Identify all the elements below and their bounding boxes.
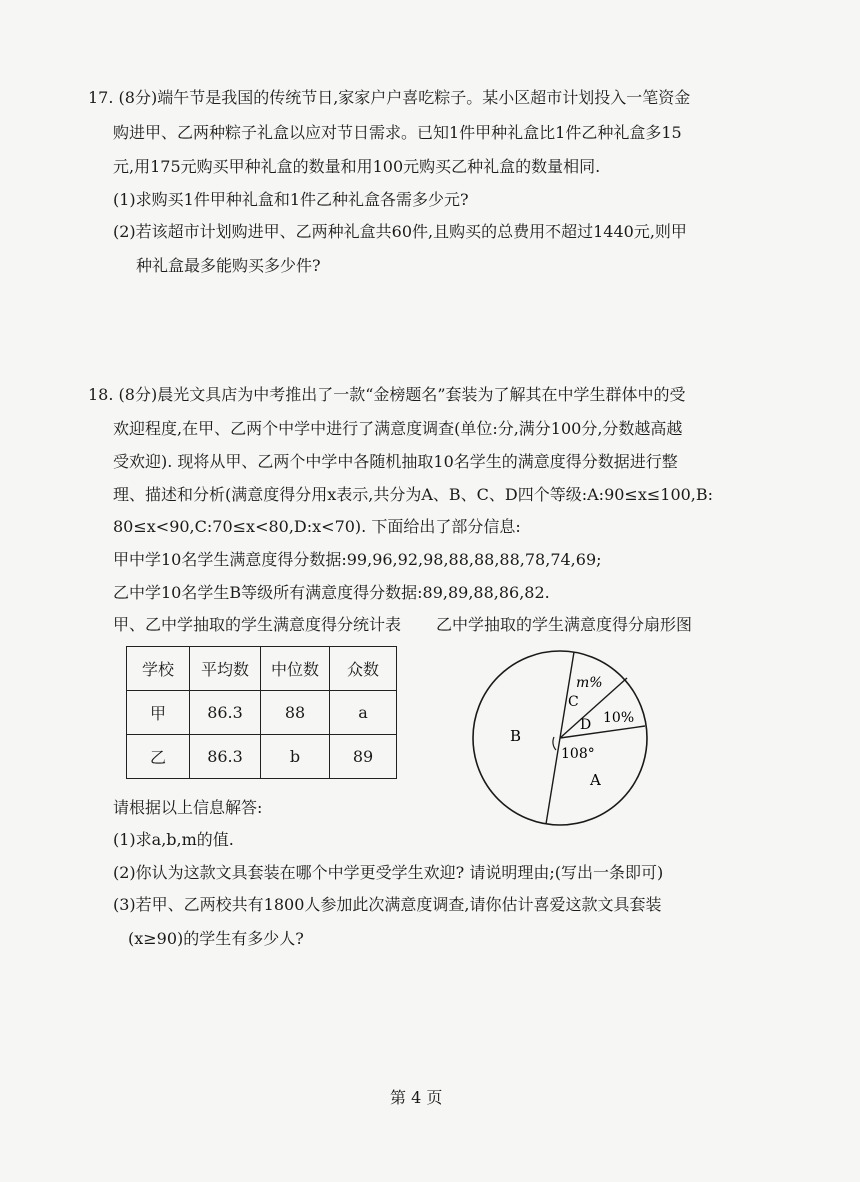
- q18-part-3: (3)若甲、乙两校共有1800人参加此次满意度调查,请你估计喜爱这款文具套装: [113, 895, 662, 914]
- cell-mean: 86.3: [190, 735, 261, 779]
- q18-line-5: 80≤x<90,C:70≤x<80,D:x<70). 下面给出了部分信息:: [113, 517, 521, 536]
- pie-label-b: B: [510, 727, 522, 745]
- cell-school: 甲: [127, 691, 190, 735]
- cell-median: b: [261, 735, 330, 779]
- q17-line-2: 购进甲、乙两种粽子礼盒以应对节日需求。已知1件甲种礼盒比1件乙种礼盒多15: [113, 123, 682, 142]
- header-school: 学校: [127, 647, 190, 691]
- table-header-row: [127, 647, 397, 691]
- q17-line-1: 17. (8分)端午节是我国的传统节日,家家户户喜吃粽子。某小区超市计划投入一笔资金: [88, 88, 691, 107]
- pie-label-c: C: [568, 694, 579, 710]
- pie-divider-bottom: [546, 738, 560, 824]
- pie-label-m: m%: [576, 675, 603, 691]
- cell-mode: a: [330, 691, 397, 735]
- angle-arc: [553, 737, 556, 750]
- q18-data-yi: 乙中学10名学生B等级所有满意度得分数据:89,89,88,86,82.: [113, 583, 550, 602]
- cell-mode: 89: [330, 735, 397, 779]
- cell-mean: 86.3: [190, 691, 261, 735]
- pie-label-a: A: [590, 771, 601, 789]
- pie-label-d-pct: 10%: [603, 710, 635, 726]
- q18-part-1: (1)求a,b,m的值.: [113, 830, 234, 849]
- q17-line-3: 元,用175元购买甲种礼盒的数量和用100元购买乙种礼盒的数量相同.: [113, 157, 601, 176]
- q18-part-2: (2)你认为这款文具套装在哪个中学更受学生欢迎? 请说明理由;(写出一条即可): [113, 863, 664, 882]
- q17-part-2-cont: 种礼盒最多能购买多少件?: [136, 256, 321, 275]
- header-median: 中位数: [261, 647, 330, 691]
- pie-caption: 乙中学抽取的学生满意度得分扇形图: [436, 615, 693, 634]
- pie-label-d: D: [580, 717, 592, 733]
- q18-part-3-cont: (x≥90)的学生有多少人?: [128, 929, 304, 948]
- table-row: [127, 691, 397, 735]
- answer-prompt: 请根据以上信息解答:: [113, 798, 263, 817]
- pie-divider-da: [560, 726, 645, 738]
- pie-chart: [470, 640, 670, 840]
- q17-part-2: (2)若该超市计划购进甲、乙两种礼盒共60件,且购买的总费用不超过1440元,则甲: [113, 222, 687, 241]
- header-mode: 众数: [330, 647, 397, 691]
- q17-part-1: (1)求购买1件甲种礼盒和1件乙种礼盒各需多少元?: [113, 190, 469, 209]
- q18-data-jia: 甲中学10名学生满意度得分数据:99,96,92,98,88,88,88,78,74,69;: [113, 550, 602, 569]
- page-number: 第 4 页: [390, 1088, 443, 1107]
- stats-table: [126, 646, 397, 779]
- header-mean: 平均数: [190, 647, 261, 691]
- q18-line-1: 18. (8分)晨光文具店为中考推出了一款“金榜题名”套装为了解其在中学生群体中的受: [88, 385, 686, 404]
- table-row: [127, 735, 397, 779]
- cell-school: 乙: [127, 735, 190, 779]
- cell-median: 88: [261, 691, 330, 735]
- pie-label-angle: 108°: [561, 746, 595, 762]
- table-caption: 甲、乙中学抽取的学生满意度得分统计表: [113, 615, 402, 634]
- q18-line-3: 受欢迎). 现将从甲、乙两个中学中各随机抽取10名学生的满意度得分数据进行整: [113, 452, 678, 471]
- q18-line-2: 欢迎程度,在甲、乙两个中学中进行了满意度调查(单位:分,满分100分,分数越高越: [113, 419, 683, 438]
- q18-line-4: 理、描述和分析(满意度得分用x表示,共分为A、B、C、D四个等级:A:90≤x≤100,B:: [113, 485, 714, 504]
